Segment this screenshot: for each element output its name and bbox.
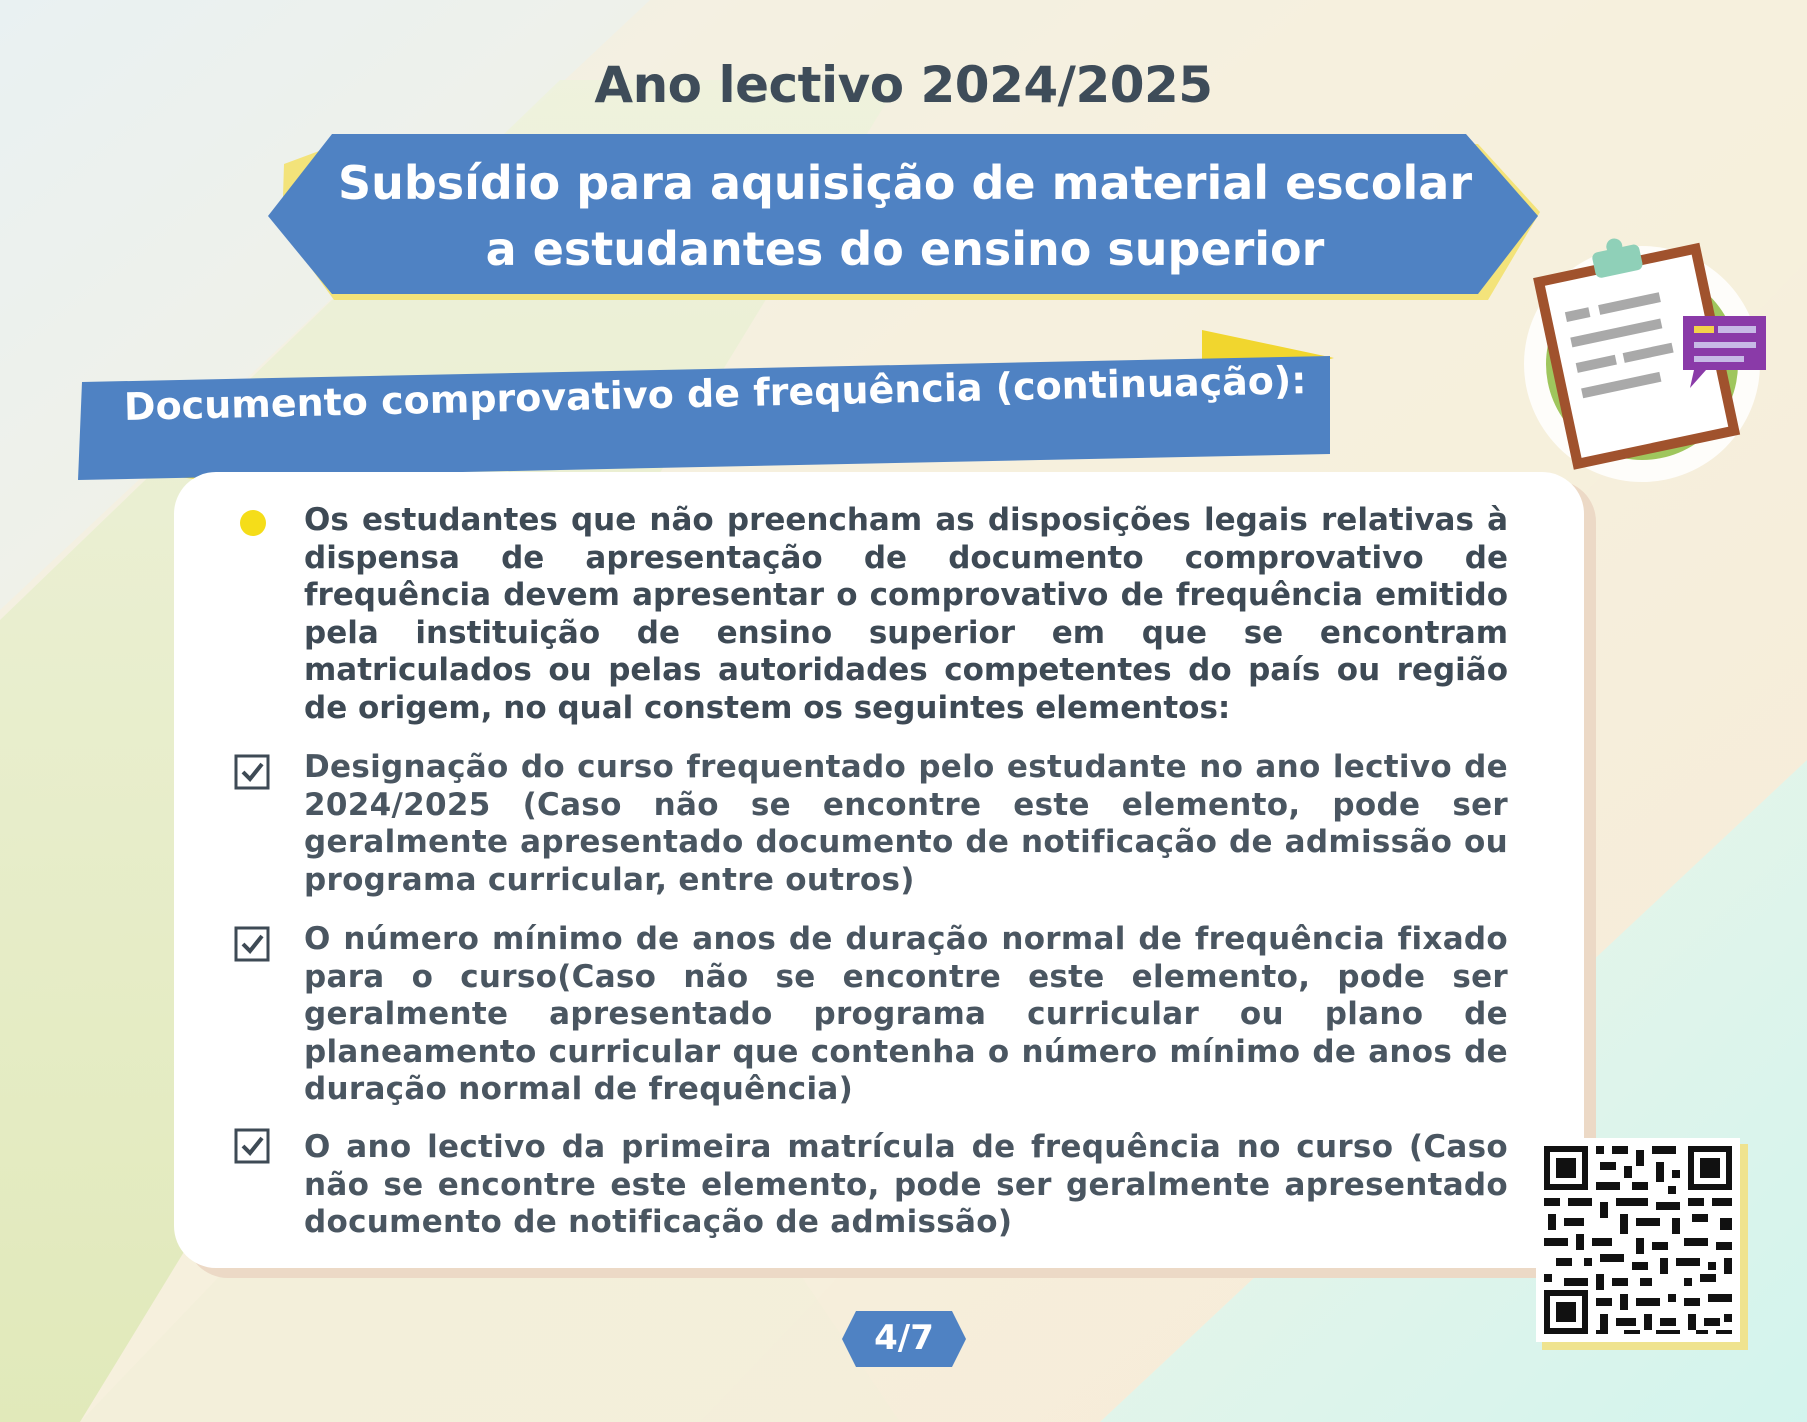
intro-paragraph: Os estudantes que não preencham as disposições legais relativas à dispensa de apresentação de documento comprovativo de frequência devem apresentar o comprovativo de frequência emitido pela instituição de ensino superior em que se encontram matriculados ou pelas autoridades competentes do país ou região de origem, no qual constem os seguintes elementos: (304, 502, 1508, 726)
requirement-item-3: O ano lectivo da primeira matrícula de frequência no curso (Caso não se encontre este elemento, pode ser geralmente apresentado documento de notificação de admissão) (304, 1129, 1508, 1240)
checkbox-checked-icon (234, 1128, 270, 1164)
clipboard-icon (1518, 228, 1778, 488)
yellow-dot-icon (240, 510, 266, 536)
checkbox-checked-icon (234, 926, 270, 962)
school-year-title: Ano lectivo 2024/2025 (594, 56, 1213, 114)
requirement-item-1: Designação do curso frequentado pelo estudante no ano lectivo de 2024/2025 (Caso não se encontre este elemento, pode ser geralmente apresentado documento de notificação de admissão ou programa curricular, entre outros) (304, 749, 1508, 898)
banner-title: Subsídio para aquisição de material escolar a estudantes do ensino superior (337, 156, 1473, 276)
requirement-item-2: O número mínimo de anos de duração normal de frequência fixado para o curso(Caso não se encontre este elemento, pode ser geralmente apresentado programa curricular ou plano de planeamento curricular que contenha o número mínimo de anos de duração normal de frequência) (304, 921, 1508, 1107)
page-indicator: 4/7 (874, 1318, 934, 1358)
checkbox-checked-icon (234, 754, 270, 790)
qr-code-icon (1536, 1138, 1748, 1350)
section-title: Documento comprovativo de frequência (continuação): (123, 358, 1307, 429)
